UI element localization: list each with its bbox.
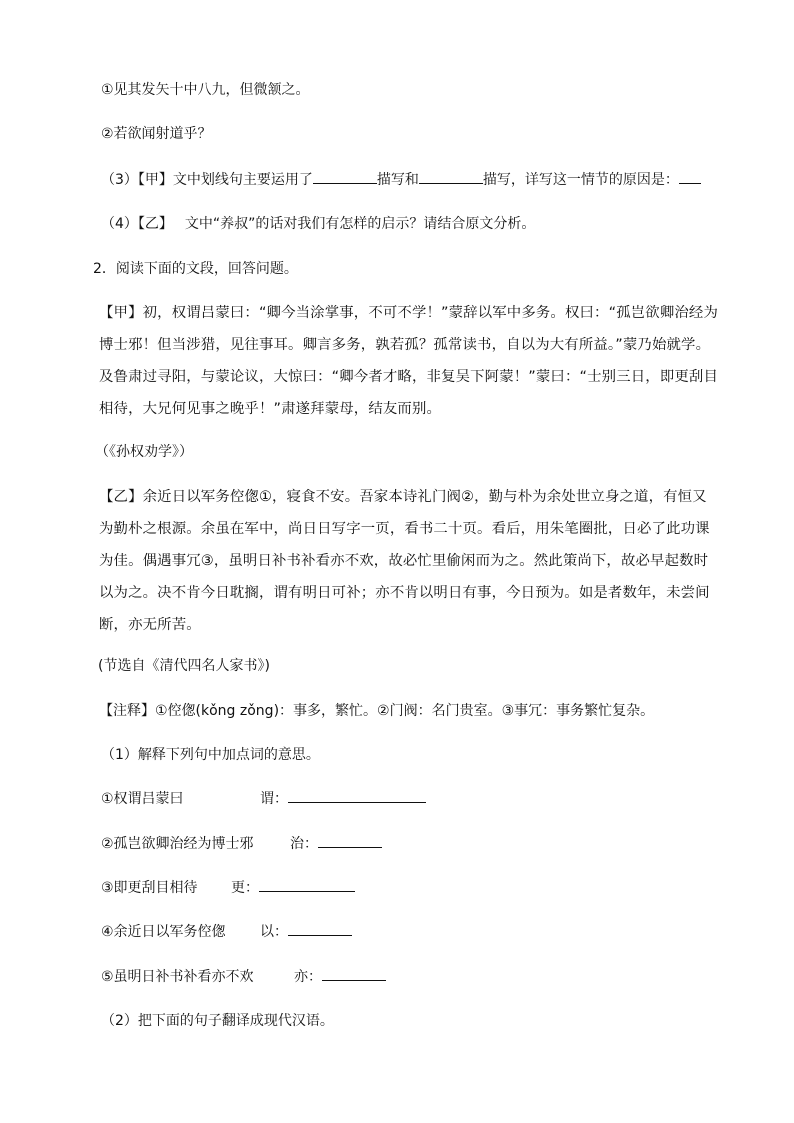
vocab-sentence: ③即更刮目相待 xyxy=(101,880,198,896)
q2-heading: 2．阅读下面的文段，回答问题。 xyxy=(93,261,298,277)
q3-mid: 描写和 xyxy=(376,172,419,188)
vocab-sentence: ④余近日以军务倥偬 xyxy=(101,924,226,940)
passage-yi-source: (节选自《清代四名人家书》) xyxy=(98,658,270,674)
q3-blank-2[interactable] xyxy=(419,170,483,184)
q1-sentence-2: ②若欲闻射道乎？ xyxy=(101,126,212,142)
passage-yi: 【乙】余近日以军务倥偬①，寝食不安。吾家本诗礼门阀②，勤与朴为余处世立身之道，有恒又为勤朴之根源。余虽在军中，尚日日写字一页，看书二十页。看后，用朱笔圈批，日必了此功课为佳。偶遇事冗③，虽明日补书补看亦不欢，故必忙里偷闲而为之。然此策尚下，故必早起数时以为之。决不肯今日耽搁，谓有明日可补；亦不肯以明日有事，今日预为。如是者数年，未尝间断，亦无所苦。 xyxy=(99,489,710,633)
vocab-item-2 xyxy=(101,834,382,854)
q3-blank-3[interactable] xyxy=(679,170,701,184)
vocab-item-3 xyxy=(101,878,355,898)
q4-text: 文中“养叔”的话对我们有怎样的启示？请结合原文分析。 xyxy=(184,216,536,232)
vocab-item-1 xyxy=(101,789,426,809)
vocab-answer-blank[interactable] xyxy=(259,878,355,892)
vocab-word: 谓： xyxy=(260,791,288,807)
q3-blank-1[interactable] xyxy=(313,170,377,184)
vocab-answer-blank[interactable] xyxy=(318,834,382,848)
q1-sentence-1: ①见其发矢十中八九，但微颔之。 xyxy=(101,82,310,98)
vocab-word: 更： xyxy=(231,880,259,896)
q4-question xyxy=(101,214,535,234)
vocab-word: 治： xyxy=(290,836,318,852)
vocab-answer-blank[interactable] xyxy=(322,967,386,981)
vocab-word: 亦： xyxy=(294,969,322,985)
vocab-sentence: ②孤岂欲卿治经为博士邪 xyxy=(101,836,254,852)
passage-jia: 【甲】初，权谓吕蒙曰：“卿今当涂掌事，不可不学！”蒙辞以军中多务。权曰：“孤岂欲卿治经为博士邪！但当涉猎，见往事耳。卿言多务，孰若孤？孤常读书，自以为大有所益。”蒙乃始就学。及鲁肃过寻阳，与蒙论议，大惊曰：“卿今者才略，非复吴下阿蒙！”蒙曰：“士别三日，即更刮目相待，大兄何见事之晚乎！”肃遂拜蒙母，结友而别。 xyxy=(99,305,718,417)
q3-question xyxy=(101,170,701,190)
vocab-item-4 xyxy=(101,922,352,942)
vocab-answer-blank[interactable] xyxy=(288,789,426,803)
vocab-item-5 xyxy=(101,967,386,987)
vocab-answer-blank[interactable] xyxy=(288,922,352,936)
sub-question-2: （2）把下面的句子翻译成现代汉语。 xyxy=(101,1013,334,1029)
q3-prefix: （3）【甲】文中划线句主要运用了 xyxy=(101,172,313,188)
vocab-sentence: ⑤虽明日补书补看亦不欢 xyxy=(101,969,254,985)
q4-prefix: （4）【乙】 xyxy=(101,216,173,232)
passage-jia-source: （《孙权劝学》） xyxy=(95,444,193,460)
sub-question-1: （1）解释下列句中加点词的意思。 xyxy=(101,747,320,763)
notes: 【注释】①倥偬(kǒng zǒng)：事多，繁忙。②门阀：名门贵室。③事冗：事务繁忙复杂。 xyxy=(99,703,655,719)
q3-suffix: 描写，详写这一情节的原因是： xyxy=(482,172,679,188)
vocab-word: 以： xyxy=(260,924,288,940)
vocab-sentence: ①权谓吕蒙曰 xyxy=(101,791,184,807)
